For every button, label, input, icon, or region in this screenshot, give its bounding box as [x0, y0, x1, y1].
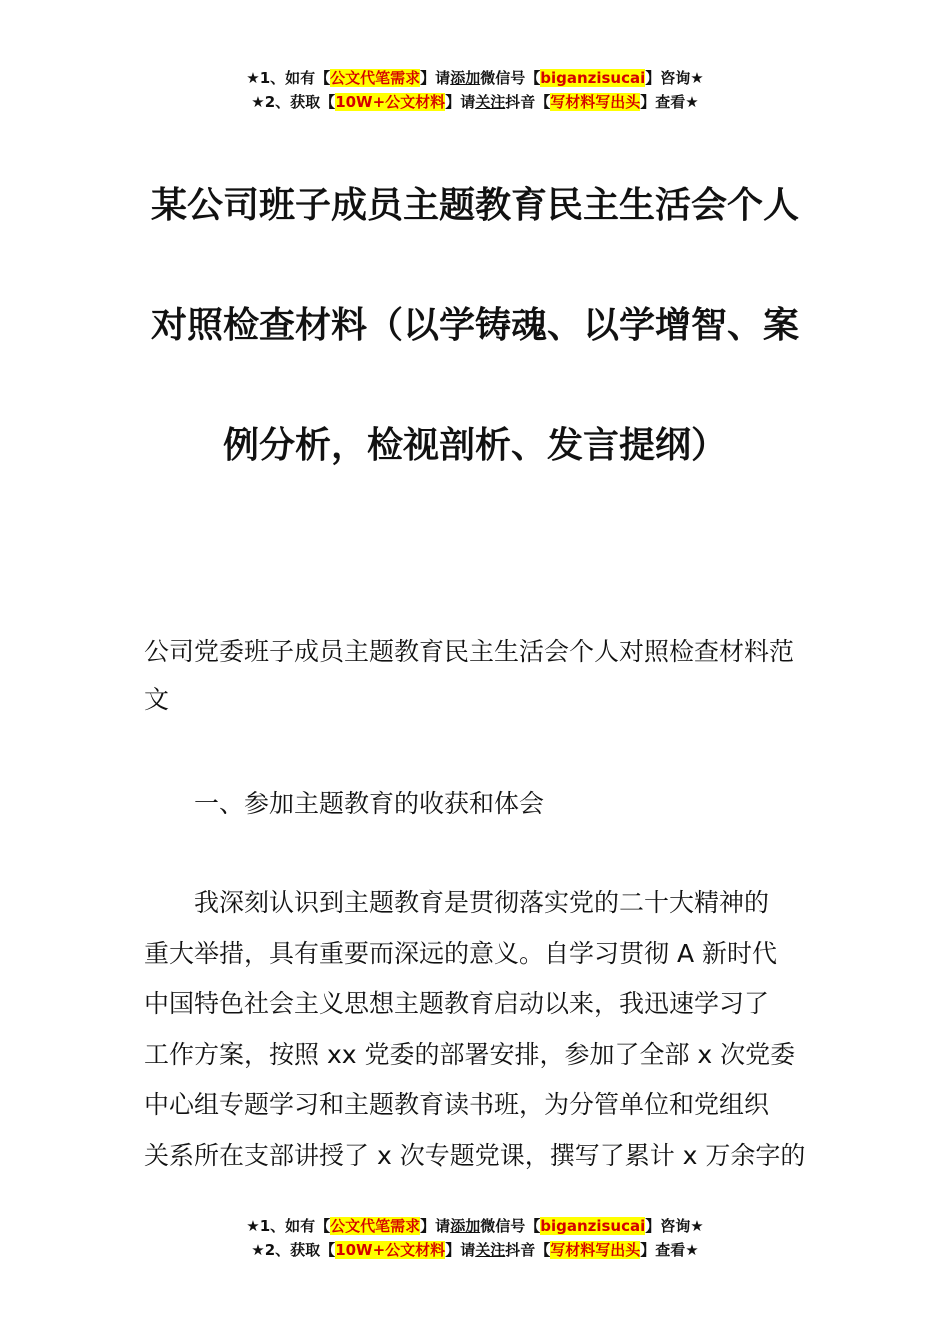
paragraph-line: 重大举措，具有重要而深远的意义。自学习贯彻 A 新时代 [144, 938, 777, 968]
paragraph-line: 工作方案，按照 xx 党委的部署安排，参加了全部 x 次党委 [144, 1039, 796, 1069]
notice-highlight: 公文代笔需求 [330, 69, 421, 87]
notice-text: 】查看★ [640, 1241, 699, 1259]
document-title [140, 146, 810, 506]
document-subtitle: 公司党委班子成员主题教育民主生活会个人对照检查材料范文 [144, 637, 795, 714]
paragraph-line: 中心组专题学习和主题教育读书班，为分管单位和党组织 [144, 1090, 770, 1119]
notice-line-1 [0, 1214, 950, 1238]
notice-highlight: 10W+公文材料 [335, 1241, 446, 1259]
footer-notice [0, 1214, 950, 1262]
notice-underline: 关注 [475, 93, 506, 111]
paragraph-line: 我深刻认识到主题教育是贯彻落实党的二十大精神的 [194, 888, 770, 917]
title-line: 例分析，检视剖析、发言提纲） [222, 425, 727, 466]
notice-highlight: 写材料写出头 [550, 93, 641, 111]
notice-highlight: 10W+公文材料 [335, 93, 446, 111]
title-line: 对照检查材料（以学铸魂、以学增智、案 [150, 305, 799, 346]
notice-text: 微信号【 [480, 1217, 541, 1235]
notice-highlight: biganzisucai [540, 69, 646, 87]
section-heading: 一、参加主题教育的收获和体会 [194, 789, 545, 818]
notice-underline: 添加 [450, 1217, 481, 1235]
paragraph-line: 中国特色社会主义思想主题教育启动以来，我迅速学习了 [144, 989, 770, 1018]
notice-text: ★2、获取【 [251, 1241, 336, 1259]
notice-text: 】请 [420, 69, 451, 87]
notice-text: 微信号【 [480, 69, 541, 87]
notice-highlight: biganzisucai [540, 1217, 646, 1235]
title-line: 某公司班子成员主题教育民主生活会个人 [150, 185, 799, 226]
notice-text: 】请 [445, 1241, 476, 1259]
notice-text: 】请 [445, 93, 476, 111]
notice-underline: 添加 [450, 69, 481, 87]
notice-underline: 关注 [475, 1241, 506, 1259]
notice-text: ★1、如有【 [246, 69, 331, 87]
header-notice [0, 66, 950, 114]
notice-text: 抖音【 [505, 1241, 551, 1259]
notice-text: ★1、如有【 [246, 1217, 331, 1235]
notice-highlight: 公文代笔需求 [330, 1217, 421, 1235]
paragraph-line: 关系所在支部讲授了 x 次专题党课，撰写了累计 x 万余字的 [144, 1140, 806, 1170]
notice-line-2 [0, 1238, 950, 1262]
notice-text: 】咨询★ [645, 69, 704, 87]
notice-text: 】咨询★ [645, 1217, 704, 1235]
notice-text: ★2、获取【 [251, 93, 336, 111]
notice-text: 】查看★ [640, 93, 699, 111]
notice-line-1 [0, 66, 950, 90]
notice-highlight: 写材料写出头 [550, 1241, 641, 1259]
notice-line-2 [0, 90, 950, 114]
notice-text: 抖音【 [505, 93, 551, 111]
notice-text: 】请 [420, 1217, 451, 1235]
body-paragraph [144, 878, 814, 1181]
